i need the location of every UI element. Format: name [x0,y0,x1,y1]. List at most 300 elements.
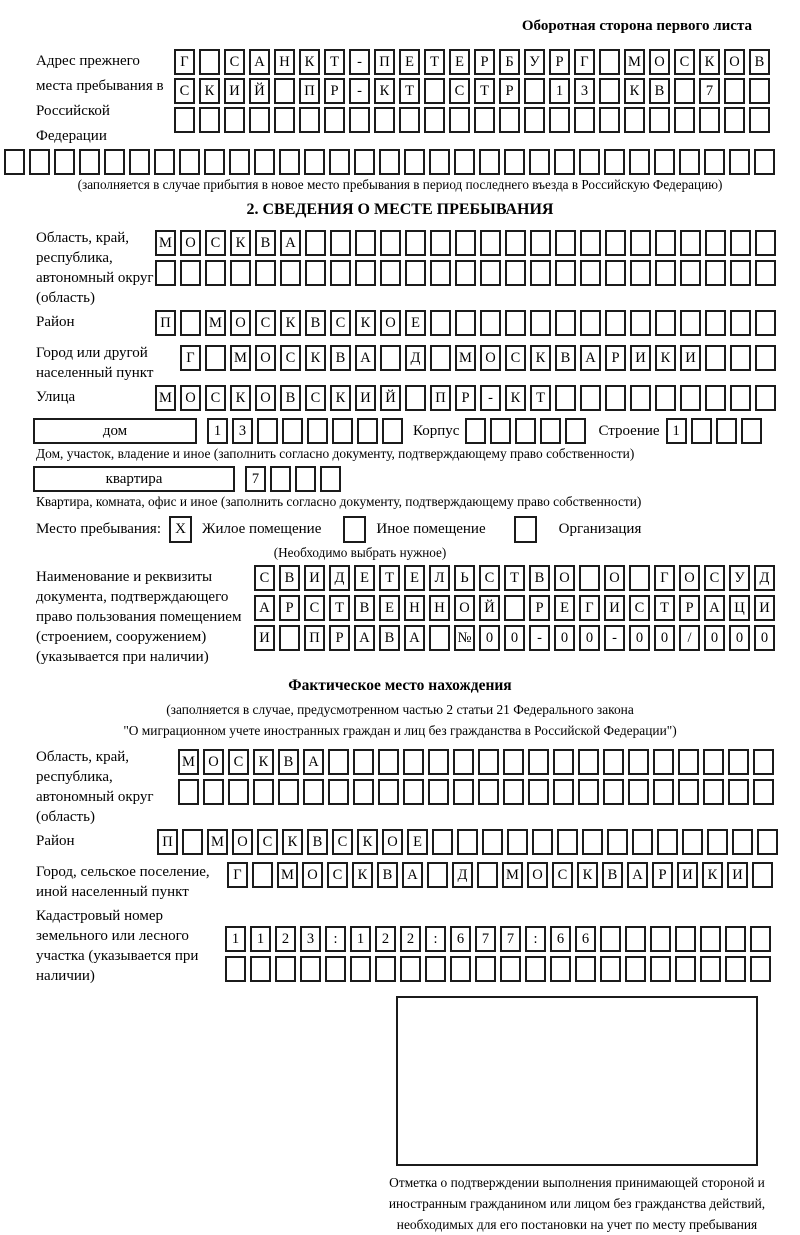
char-cell: Р [499,78,520,104]
char-cell [703,779,724,805]
char-cell: 1 [350,926,371,952]
char-cell [580,260,601,286]
char-cell [600,956,621,982]
char-cell [224,107,245,133]
char-cell: О [604,565,625,591]
char-cell [357,418,378,444]
char-cell [655,260,676,286]
char-cell: В [278,749,299,775]
char-cell-row [155,385,776,411]
char-cell: Р [549,49,570,75]
organization-option-label: Организация [558,521,642,537]
char-cell: Л [429,565,450,591]
char-cell: С [205,230,226,256]
house-caption: Дом, участок, владение и иное (заполнить согласно документу, подтверждающему право собственности) [36,446,635,461]
char-cell [716,418,737,444]
char-cell [454,149,475,175]
char-cell: - [529,625,550,651]
char-cell: М [230,345,251,371]
char-cell [225,956,246,982]
char-cell [205,260,226,286]
char-cell: И [254,625,275,651]
char-cell: О [554,565,575,591]
char-cell [528,779,549,805]
char-cell: 1 [666,418,687,444]
char-cell: В [305,310,326,336]
confirmation-stamp-caption: Отметка о подтверждении выполнения принимающей стороной и иностранным гражданином или лицом без гражданства действий, необходимых для его постановки на учет по месту пребывания [388,1175,766,1232]
char-cell [450,956,471,982]
char-cell [605,310,626,336]
char-cell [229,149,250,175]
char-cell: Г [174,49,195,75]
char-cell [499,107,520,133]
cadastral-label: Кадастровый номер земельного или лесного участка (указывается при наличии) [36,908,199,984]
char-cell-row [157,829,778,855]
char-cell [299,107,320,133]
char-cell [540,418,561,444]
char-cell: Е [405,310,426,336]
char-cell: К [530,345,551,371]
char-cell-row [178,779,774,805]
char-cell: В [555,345,576,371]
char-cell: 7 [475,926,496,952]
char-cell [705,260,726,286]
char-cell: 2 [400,926,421,952]
char-cell [728,779,749,805]
previous-address-grid [174,49,770,149]
char-cell [329,149,350,175]
char-cell-row [225,926,771,952]
char-cell [274,107,295,133]
char-cell [324,107,345,133]
confirmation-stamp-box [396,996,758,1166]
char-cell [330,230,351,256]
char-cell [730,230,751,256]
char-cell: К [624,78,645,104]
char-cell: А [402,862,423,888]
char-cell [728,749,749,775]
char-cell: М [178,749,199,775]
char-cell-row [174,107,770,133]
char-cell: - [349,49,370,75]
char-cell: М [624,49,645,75]
char-cell [730,260,751,286]
char-cell [650,926,671,952]
char-cell: Н [429,595,450,621]
char-cell [532,829,553,855]
char-cell: О [480,345,501,371]
char-cell: В [307,829,328,855]
char-cell [304,149,325,175]
char-cell [199,107,220,133]
char-cell: О [679,565,700,591]
street-field [36,385,800,414]
char-cell: А [354,625,375,651]
actual-city-field [36,860,800,902]
char-cell [349,107,370,133]
char-cell [729,149,750,175]
char-cell [480,230,501,256]
char-cell [755,260,776,286]
char-cell [578,779,599,805]
char-cell [282,418,303,444]
char-cell [700,956,721,982]
char-cell [378,779,399,805]
char-cell: Д [452,862,473,888]
char-cell [300,956,321,982]
char-cell: Т [329,595,350,621]
char-cell: Е [399,49,420,75]
char-cell: Е [354,565,375,591]
char-cell [374,107,395,133]
char-cell: М [155,230,176,256]
char-cell: К [305,345,326,371]
char-cell [755,345,776,371]
char-cell [507,829,528,855]
char-cell [530,260,551,286]
apartment-caption: Квартира, комната, офис и иное (заполнить согласно документу, подтверждающему право собственности) [36,494,642,509]
char-cell [180,310,201,336]
char-cell: О [232,829,253,855]
char-cell [455,230,476,256]
char-cell: А [704,595,725,621]
char-cell: Б [499,49,520,75]
char-cell [399,107,420,133]
char-cell [380,230,401,256]
char-cell: В [330,345,351,371]
char-cell [724,107,745,133]
char-cell: И [355,385,376,411]
char-cell: Н [404,595,425,621]
char-cell [528,749,549,775]
char-cell [530,310,551,336]
char-cell: М [155,385,176,411]
char-cell [679,149,700,175]
char-cell-row [207,418,403,444]
char-cell: С [224,49,245,75]
char-cell [503,779,524,805]
char-cell [328,779,349,805]
char-cell: В [529,565,550,591]
city-field [36,341,800,383]
char-cell: А [303,749,324,775]
char-cell [680,310,701,336]
char-cell: Р [329,625,350,651]
previous-address-field [36,49,800,149]
char-cell: С [552,862,573,888]
char-cell [550,956,571,982]
char-cell [154,149,175,175]
char-cell [274,78,295,104]
place-type-row [36,516,800,543]
char-cell [253,779,274,805]
char-cell [750,926,771,952]
char-cell [555,230,576,256]
char-cell [182,829,203,855]
char-cell: 0 [579,625,600,651]
char-cell [4,149,25,175]
char-cell [691,418,712,444]
char-cell [757,829,778,855]
char-cell: Р [455,385,476,411]
char-cell: О [380,310,401,336]
char-cell [427,862,448,888]
char-cell [479,149,500,175]
char-cell: С [174,78,195,104]
char-cell [625,926,646,952]
char-cell [680,385,701,411]
actual-district-field [36,829,800,858]
char-cell: К [374,78,395,104]
char-cell [457,829,478,855]
char-cell: М [205,310,226,336]
char-cell: Г [180,345,201,371]
char-cell [730,310,751,336]
char-cell: 1 [250,926,271,952]
char-cell [553,749,574,775]
char-cell: Т [474,78,495,104]
char-cell [699,107,720,133]
char-cell [579,149,600,175]
char-cell [607,829,628,855]
char-cell [600,926,621,952]
char-cell-row [155,230,776,256]
char-cell: К [280,310,301,336]
char-cell [405,260,426,286]
char-cell: 1 [207,418,228,444]
char-cell: И [604,595,625,621]
char-cell [675,926,696,952]
char-cell [703,749,724,775]
char-cell: Т [399,78,420,104]
house-row [33,418,800,444]
char-cell [449,107,470,133]
char-cell [307,418,328,444]
char-cell [378,749,399,775]
char-cell [503,749,524,775]
char-cell [554,149,575,175]
char-cell: 0 [654,625,675,651]
char-cell: Д [754,565,775,591]
char-cell [430,260,451,286]
char-cell [565,418,586,444]
char-cell [455,310,476,336]
char-cell: Р [474,49,495,75]
char-cell: Р [652,862,673,888]
char-cell: : [425,926,446,952]
char-cell: - [480,385,501,411]
char-cell: 1 [549,78,570,104]
char-cell: К [655,345,676,371]
char-cell [655,385,676,411]
char-cell: О [724,49,745,75]
char-cell [375,956,396,982]
char-cell: Р [529,595,550,621]
char-cell: В [255,230,276,256]
actual-location-title: Фактическое место нахождения [288,677,512,694]
char-cell [29,149,50,175]
char-cell: Н [274,49,295,75]
char-cell [465,418,486,444]
char-cell-row [180,345,776,380]
char-cell-row [174,78,770,104]
char-cell: Р [324,78,345,104]
char-cell [330,260,351,286]
char-cell [249,107,270,133]
char-cell-row [465,418,586,444]
char-cell [355,260,376,286]
char-cell [429,149,450,175]
char-cell: 7 [699,78,720,104]
char-cell-row [174,49,770,75]
char-cell [428,749,449,775]
char-cell: 0 [504,625,525,651]
char-cell [530,230,551,256]
char-cell: В [279,565,300,591]
char-cell [655,230,676,256]
char-cell [199,49,220,75]
char-cell [79,149,100,175]
char-cell: С [254,565,275,591]
char-cell-row [245,466,341,492]
char-cell: С [332,829,353,855]
char-cell [379,149,400,175]
actual-location-note-line2: "О миграционном учете иностранных граждан и лиц без гражданства в Российской Федерации") [123,723,677,738]
char-cell: К [577,862,598,888]
char-cell: В [602,862,623,888]
char-cell [754,149,775,175]
char-cell: Т [324,49,345,75]
char-cell [674,78,695,104]
char-cell [655,310,676,336]
char-cell [353,749,374,775]
char-cell [180,260,201,286]
char-cell: К [699,49,720,75]
char-cell [179,149,200,175]
char-cell [605,230,626,256]
char-cell [653,779,674,805]
char-cell [604,149,625,175]
char-cell: Е [404,565,425,591]
char-cell [404,149,425,175]
char-cell: К [352,862,373,888]
char-cell: К [702,862,723,888]
char-cell [403,749,424,775]
char-cell [549,107,570,133]
char-cell [505,230,526,256]
actual-region-label: Область, край, республика, автономный округ (область) [36,749,154,825]
char-cell [453,779,474,805]
char-cell [478,749,499,775]
char-cell-row [225,956,771,982]
char-cell [403,779,424,805]
char-cell: А [404,625,425,651]
char-cell [480,310,501,336]
char-cell [405,385,426,411]
char-cell [505,260,526,286]
char-cell [605,385,626,411]
char-cell [630,310,651,336]
char-cell: С [257,829,278,855]
char-cell [580,310,601,336]
apartment-row [33,466,800,492]
char-cell [424,78,445,104]
char-cell-row [155,310,776,336]
section2-title: 2. СВЕДЕНИЯ О МЕСТЕ ПРЕБЫВАНИЯ [246,201,554,218]
char-cell: О [527,862,548,888]
char-cell [705,345,726,371]
char-cell [555,310,576,336]
char-cell: В [354,595,375,621]
char-cell: К [505,385,526,411]
char-cell: В [649,78,670,104]
char-cell: С [304,595,325,621]
char-cell [505,310,526,336]
char-cell: 2 [275,926,296,952]
other-premises-option-label: Иное помещение [376,521,486,537]
char-cell [628,749,649,775]
char-cell [700,926,721,952]
char-cell [650,956,671,982]
char-cell: О [255,385,276,411]
char-cell [749,78,770,104]
char-cell [405,230,426,256]
char-cell: В [377,862,398,888]
char-cell [275,956,296,982]
char-cell-row [4,149,800,175]
char-cell: А [580,345,601,371]
char-cell: 0 [479,625,500,651]
char-cell: О [649,49,670,75]
char-cell [453,749,474,775]
char-cell: Ь [454,565,475,591]
char-cell: И [304,565,325,591]
char-cell [682,829,703,855]
char-cell: М [277,862,298,888]
char-cell [680,230,701,256]
char-cell-row [254,625,775,651]
char-cell [129,149,150,175]
char-cell [328,749,349,775]
char-cell: К [253,749,274,775]
char-cell [254,149,275,175]
char-cell [555,260,576,286]
char-cell: Е [407,829,428,855]
char-cell: 2 [375,926,396,952]
char-cell [432,829,453,855]
char-cell: - [349,78,370,104]
char-cell [653,749,674,775]
char-cell [707,829,728,855]
char-cell [430,310,451,336]
previous-address-label: Адрес прежнего места пребывания в Российской Федерации [36,53,164,144]
char-cell [474,107,495,133]
region-grid [155,226,776,308]
char-cell: С [205,385,226,411]
char-cell: Й [380,385,401,411]
char-cell: Т [379,565,400,591]
char-cell [400,956,421,982]
char-cell [580,230,601,256]
char-cell: С [505,345,526,371]
char-cell: В [379,625,400,651]
char-cell [580,385,601,411]
char-cell [320,466,341,492]
char-cell: Р [679,595,700,621]
char-cell [732,829,753,855]
char-cell: 3 [300,926,321,952]
char-cell: С [704,565,725,591]
